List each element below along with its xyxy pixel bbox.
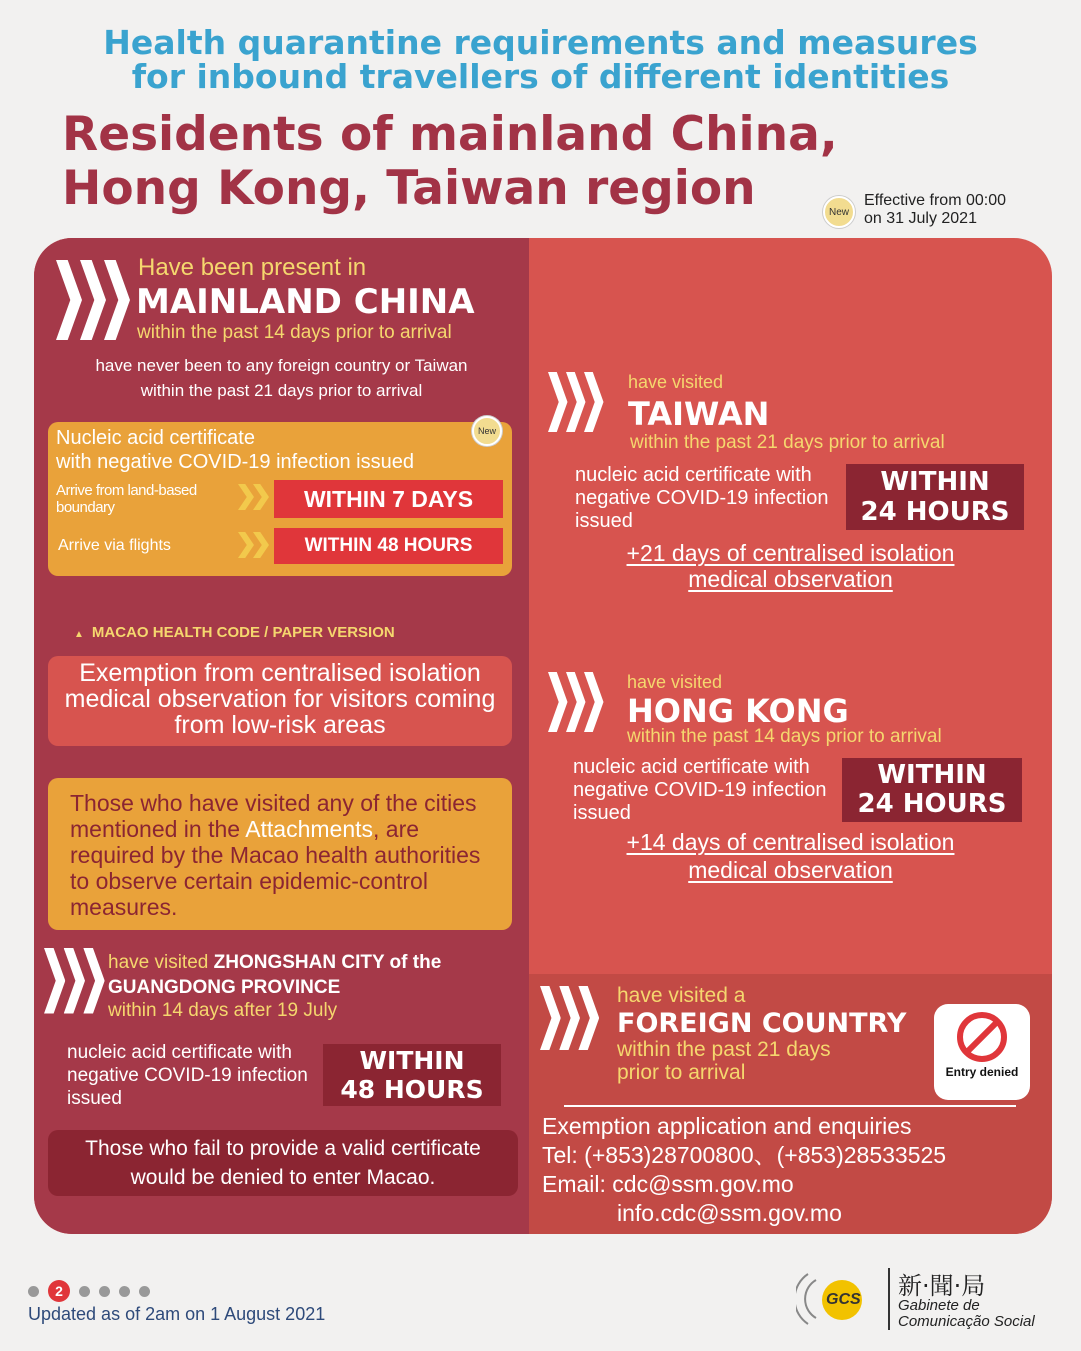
- zhongshan-value-line2: 48 HOURS: [340, 1075, 484, 1104]
- chevron-right-icon: [540, 986, 598, 1050]
- taiwan-isolation-line2: medical observation: [688, 566, 893, 592]
- attach-pre: Those who have visited any of the cities mentioned in the: [70, 790, 477, 842]
- health-code-label: MACAO HEALTH CODE / PAPER VERSION: [91, 624, 395, 641]
- divider: [564, 1105, 1016, 1107]
- effective-line1: Effective from 00:00: [864, 192, 1006, 209]
- gcs-logo-mark: GCS: [826, 1291, 861, 1308]
- chevron-right-icon: [548, 372, 602, 432]
- enquiries: [542, 1112, 946, 1228]
- gcs-logo: [796, 1266, 886, 1332]
- logo-chinese: 新·聞·局: [898, 1272, 986, 1300]
- mainland-never-line1: have never been to any foreign country or Taiwan: [95, 356, 468, 375]
- enquiry-email-label: Email:: [542, 1171, 613, 1197]
- chevron-right-icon: [56, 260, 128, 340]
- zhongshan-value: [323, 1044, 501, 1106]
- zhongshan-value-line1: WITHIN: [359, 1046, 465, 1075]
- hongkong-pre: have visited: [627, 672, 723, 692]
- foreign-within-line1: within the past 21 days: [617, 1038, 831, 1061]
- hongkong-value-line1: WITHIN: [877, 760, 987, 790]
- taiwan-pre: have visited: [628, 372, 724, 392]
- no-entry-icon: [955, 1010, 1009, 1064]
- mainland-pre: Have been present in: [138, 254, 367, 281]
- hongkong-within: within the past 14 days prior to arrival: [627, 726, 942, 747]
- flight-label: Arrive via flights: [58, 537, 171, 554]
- page-dot[interactable]: [28, 1286, 39, 1297]
- main-panel: [34, 238, 1052, 1234]
- enquiry-tel[interactable]: Tel: (+853)28700800、(+853)28533525: [542, 1142, 947, 1168]
- hongkong-place: HONG KONG: [627, 692, 849, 730]
- sub-title-line1: Residents of mainland China,: [62, 107, 838, 162]
- cert-line2: with negative COVID-19 infection issued: [56, 451, 414, 473]
- land-value: WITHIN 7 DAYS: [274, 480, 503, 518]
- taiwan-value-line2: 24 HOURS: [860, 497, 1010, 527]
- zhongshan-cert: nucleic acid certificate with negative COVID-19 infection issued: [67, 1042, 308, 1109]
- chevron-right-icon: [238, 484, 268, 510]
- land-label: Arrive from land-based boundary: [56, 482, 197, 516]
- effective-date: [864, 192, 1006, 228]
- flight-value: WITHIN 48 HOURS: [274, 528, 503, 564]
- foreign-place: FOREIGN COUNTRY: [617, 1008, 907, 1039]
- triangle-icon: ▲: [74, 629, 84, 640]
- page-dot[interactable]: [99, 1286, 110, 1297]
- page-dot-current[interactable]: 2: [48, 1280, 70, 1302]
- zhongshan-within: within 14 days after 19 July: [108, 1000, 338, 1021]
- hongkong-isolation-line2: medical observation: [688, 857, 893, 883]
- effective-line2: on 31 July 2021: [864, 210, 977, 227]
- mainland-never-line2: within the past 21 days prior to arrival: [140, 381, 423, 400]
- new-badge: New: [472, 416, 502, 446]
- attach-post: , are required by the Macao health authorities to observe certain epidemic-control measures.: [70, 816, 481, 920]
- foreign-within: [617, 1038, 831, 1084]
- certificate-box: [48, 422, 512, 576]
- hongkong-value: [842, 758, 1022, 822]
- logo-divider: [888, 1268, 890, 1330]
- page-dot[interactable]: [79, 1286, 90, 1297]
- zhongshan-heading: [108, 950, 508, 1000]
- taiwan-cert: nucleic acid certificate with negative COVID-19 infection issued: [575, 464, 829, 532]
- page-dot[interactable]: [139, 1286, 150, 1297]
- new-badge: New: [823, 196, 855, 228]
- chevron-right-icon: [548, 672, 602, 732]
- updated-note: Updated as of 2am on 1 August 2021: [28, 1304, 326, 1324]
- chevron-right-icon: [238, 532, 268, 558]
- enquiry-email2[interactable]: info.cdc@ssm.gov.mo: [617, 1200, 842, 1226]
- foreign-pre: have visited a: [617, 984, 746, 1007]
- mainland-within: within the past 14 days prior to arrival: [137, 322, 452, 343]
- logo-portuguese: [898, 1298, 1035, 1330]
- hongkong-value-line2: 24 HOURS: [857, 789, 1007, 819]
- health-code: [74, 624, 395, 641]
- fail-notice: Those who fail to provide a valid certificate would be denied to enter Macao.: [48, 1130, 518, 1196]
- logo-pt-line1: Gabinete de: [898, 1297, 980, 1314]
- hongkong-isolation-line1: +14 days of centralised isolation: [626, 829, 955, 855]
- hongkong-isolation: [529, 828, 1052, 884]
- page-dot[interactable]: [119, 1286, 130, 1297]
- attachments-box: [48, 778, 512, 930]
- hongkong-cert: nucleic acid certificate with negative COVID-19 infection issued: [573, 756, 827, 824]
- page-indicator: [28, 1280, 150, 1302]
- taiwan-isolation-line1: +21 days of centralised isolation: [626, 540, 955, 566]
- attachments-link[interactable]: Attachments: [245, 816, 374, 842]
- exemption-box: Exemption from centralised isolation medical observation for visitors coming from low-risk areas: [48, 656, 512, 746]
- mainland-place: MAINLAND CHINA: [136, 282, 475, 322]
- zhongshan-pre: have visited: [108, 952, 214, 973]
- mainland-never: [34, 353, 529, 403]
- zhongshan-place: ZHONGSHAN CITY of the GUANGDONG PROVINCE: [108, 952, 442, 998]
- entry-denied-card: [934, 1004, 1030, 1100]
- logo-pt-line2: Comunicação Social: [898, 1313, 1035, 1330]
- taiwan-value: [846, 464, 1024, 530]
- taiwan-place: TAIWAN: [628, 395, 770, 433]
- entry-denied-label: Entry denied: [945, 1065, 1019, 1079]
- cert-line1: Nucleic acid certificate: [56, 427, 255, 449]
- foreign-within-line2: prior to arrival: [617, 1061, 746, 1084]
- cert-text: [56, 426, 414, 474]
- main-title: [0, 23, 1081, 96]
- taiwan-isolation: [529, 540, 1052, 592]
- enquiry-title: Exemption application and enquiries: [542, 1113, 912, 1139]
- main-title-line1: Health quarantine requirements and measures: [103, 23, 978, 62]
- sub-title-line2: Hong Kong, Taiwan region: [62, 161, 756, 216]
- taiwan-value-line1: WITHIN: [880, 467, 990, 497]
- enquiry-email1[interactable]: cdc@ssm.gov.mo: [612, 1171, 794, 1197]
- chevron-right-icon: [44, 948, 103, 1014]
- main-title-line2: for inbound travellers of different identities: [131, 57, 950, 96]
- taiwan-within: within the past 21 days prior to arrival: [630, 432, 945, 453]
- sub-title: [62, 108, 838, 216]
